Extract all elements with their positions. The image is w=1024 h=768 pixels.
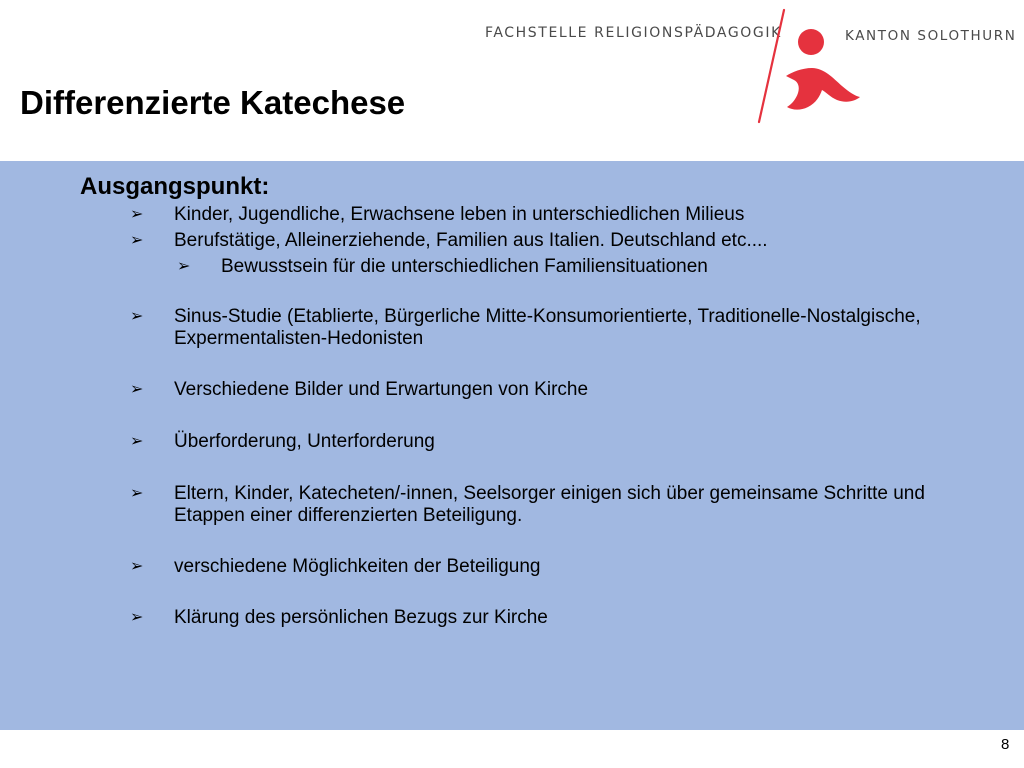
logo-icon [750, 6, 865, 126]
arrow-bullet-icon: ➢ [130, 609, 144, 626]
list-item-text: Eltern, Kinder, Katecheten/-innen, Seelsorger einigen sich über gemeinsame Schritte und Etappen einer differenzierten Beteiligung. [174, 483, 925, 526]
list-item-text: verschiedene Möglichkeiten der Beteiligung [174, 556, 541, 577]
org-name: FACHSTELLE RELIGIONSPÄDAGOGIK [485, 25, 782, 41]
arrow-bullet-icon: ➢ [130, 485, 144, 502]
list-item [130, 379, 974, 401]
list-item-text: Verschiedene Bilder und Erwartungen von Kirche [174, 379, 589, 400]
list-item-text: Berufstätige, Alleinerziehende, Familien aus Italien. Deutschland etc.... [174, 230, 768, 251]
list-item [130, 204, 974, 226]
list-item-text: Überforderung, Unterforderung [174, 431, 435, 452]
region-name: KANTON SOLOTHURN [845, 28, 1017, 44]
list-item [130, 431, 974, 453]
arrow-bullet-icon: ➢ [130, 433, 144, 450]
arrow-bullet-icon: ➢ [130, 206, 144, 223]
list-item [130, 483, 974, 527]
arrow-bullet-icon: ➢ [177, 258, 191, 275]
arrow-bullet-icon: ➢ [130, 381, 144, 398]
arrow-bullet-icon: ➢ [130, 232, 144, 249]
slide-title: Differenzierte Katechese [20, 84, 406, 121]
arrow-bullet-icon: ➢ [130, 308, 144, 325]
list-item [130, 230, 974, 252]
list-item [130, 607, 974, 629]
list-item [130, 306, 974, 350]
list-item-text: Klärung des persönlichen Bezugs zur Kirche [174, 607, 548, 628]
list-item-sub [177, 256, 981, 278]
list-item-text: Bewusstsein für die unterschiedlichen Familiensituationen [221, 256, 708, 277]
subheading: Ausgangspunkt: [80, 173, 270, 200]
list-item [130, 556, 974, 578]
page-number: 8 [1001, 736, 1010, 753]
list-item-text: Sinus-Studie (Etablierte, Bürgerliche Mitte-Konsumorientierte, Traditionelle-Nostalgische, Expermentalisten-Hedonisten [174, 306, 921, 349]
arrow-bullet-icon: ➢ [130, 558, 144, 575]
list-item-text: Kinder, Jugendliche, Erwachsene leben in unterschiedlichen Milieus [174, 204, 745, 225]
